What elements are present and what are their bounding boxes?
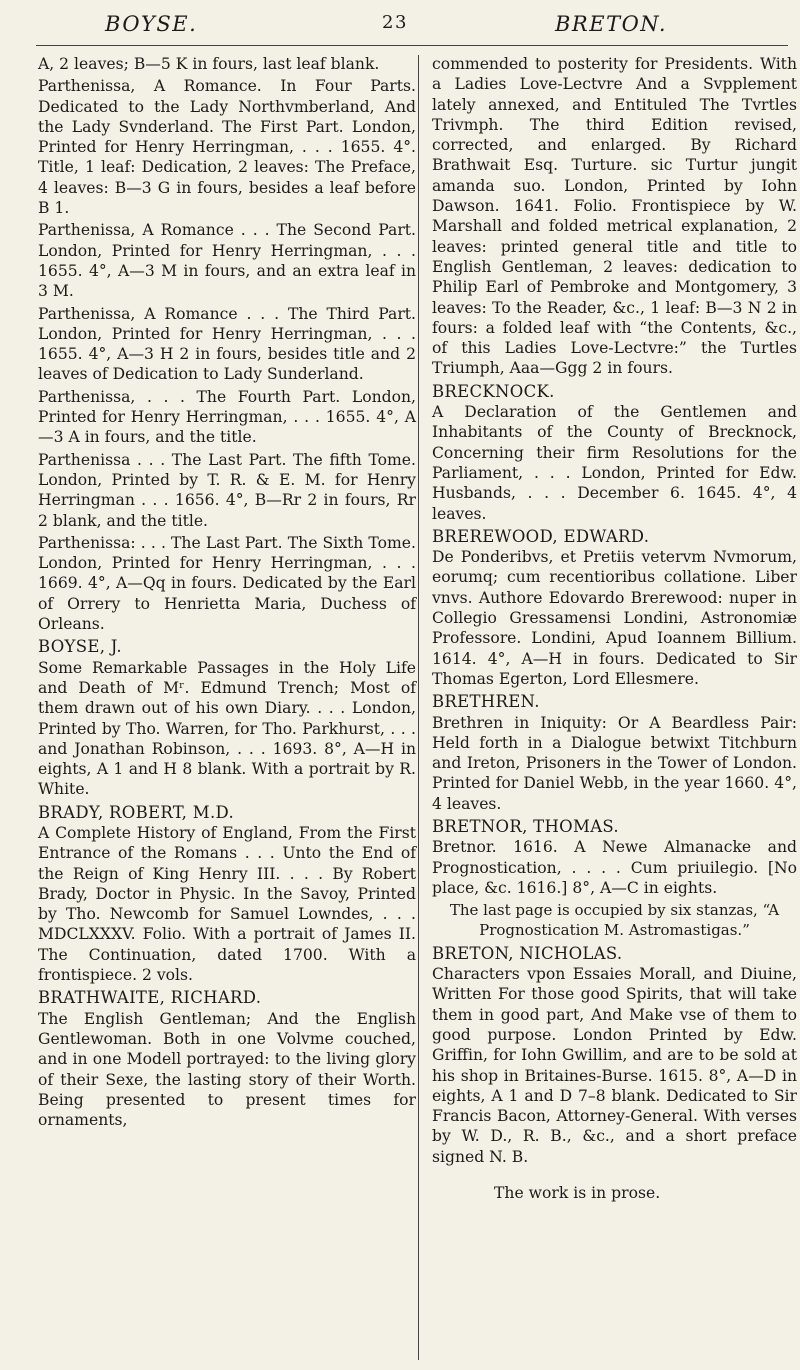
entry-text: Parthenissa, A Romance . . . The Third Part. London, Printed for Henry Herringman, . . . 1655. 4°, A—3 H 2 in fours, besides title and 2 leaves of Dedication to Lady Sunderland. xyxy=(38,304,416,384)
entry-text: Parthenissa, A Romance. In Four Parts. Dedicated to the Lady Northvmberland, And the Lady Svnderland. The First Part. London, Printed for Henry Herringman, . . . 1655. 4°. Title, 1 leaf: Dedication, 2 leaves: The Preface, 4 leaves: B—3 G in fours, besides a leaf before B 1. xyxy=(38,77,416,218)
entry-text: Some Remarkable Passages in the Holy Life and Death of Mʳ. Edmund Trench; Most of them drawn out of his own Diary. . . . London, Printed by Tho. Warren, for Tho. Parkhurst, . . . and Jonathan Robinson, . . . 1693. 8°, A—H in eights, A 1 and H 8 blank. With a portrait by R. White. xyxy=(38,658,416,799)
entry-heading: BRATHWAITE, RICHARD. xyxy=(38,988,262,1008)
entry-text: commended to posterity for Presidents. With a Ladies Love-Lectvre And a Svpplement lately annexed, and Entituled The Tvrtles Trivmph. The third Edition revised, corrected, and enlarged. By Richard Brathwait Esq. Turture. sic Turtur jungit amanda suo. London, Printed by Iohn Dawson. 1641. Folio. Frontispiece by W. Marshall and folded metrical explanation, 2 leaves: printed general title and title to English Gentleman, 2 leaves: dedication to Philip Earl of Pembroke and Montgomery, 3 leaves: To the Reader, &c., 1 leaf: B—3 N 2 in fours: a folded leaf with “the Contents, &c., of this Ladies Love-Lectvre:” the Turtles Triumph, Aaa—Ggg 2 in fours. xyxy=(432,55,797,378)
entry-heading: BREREWOOD, EDWARD. xyxy=(432,526,650,546)
entry-text: Parthenissa, A Romance . . . The Second Part. London, Printed for Henry Herringman, . . . 1655. 4°, A—3 M in fours, and an extra leaf in 3 M. xyxy=(38,221,416,301)
column-divider xyxy=(418,55,419,1360)
entry-text: Characters vpon Essaies Morall, and Diuine, Written For those good Spirits, that will take them in good part, And Make vse of them to good purpose. London Printed by Edw. Griffin, for Iohn Gwillim, and are to be sold at his shop in Britaines-Burse. 1615. 8°, A—D in eights, A 1 and D 7–8 blank. Dedicated to Sir Francis Bacon, Attorney-General. With verses by W. D., R. B., &c., and a short preface signed N. B. xyxy=(432,965,797,1166)
entry-text: Parthenissa, . . . The Fourth Part. London, Printed for Henry Herringman, . . . 1655. 4°, A—3 A in fours, and the title. xyxy=(38,387,416,447)
entry-heading: BOYSE, J. xyxy=(38,637,122,657)
entry-heading: BRECKNOCK. xyxy=(432,381,555,401)
page-number: 23 xyxy=(382,12,408,33)
entry-text: De Ponderibvs, et Pretiis vetervm Nvmorum, eorumq; cum recentioribus collatione. Liber vnvs. Authore Edovardo Brerewood: nuper in Collegio Gressamensi Londini, Astronomiæ Professore. Londini, Apud Ioannem Billium. 1614. 4°, A—H in fours. Dedicated to Sir Thomas Egerton, Lord Ellesmere. xyxy=(432,548,797,688)
entry-text: Parthenissa . . . The Last Part. The fifth Tome. London, Printed by T. R. & E. M. for Henry Herringman . . . 1656. 4°, B—Rr 2 in fours, Rr 2 blank, and the title. xyxy=(38,450,416,530)
entry-text: A, 2 leaves; B—5 K in fours, last leaf blank. xyxy=(38,55,380,73)
running-head-left: BOYSE. xyxy=(105,12,198,36)
entry-text: Parthenissa: . . . The Last Part. The Sixth Tome. London, Printed for Henry Herringman, . . . 1669. 4°, A—Qq in fours. Dedicated by the Earl of Orrery to Henrietta Maria, Duchess of Orleans. xyxy=(38,533,416,634)
right-column xyxy=(432,54,797,1219)
entry-text: The English Gentleman; And the English Gentlewoman. Both in one Volvme couched, and in one Modell portrayed: to the living glory of their Sexe, the lasting story of their Worth. Being presented to present times for ornaments, xyxy=(38,1009,416,1130)
left-column xyxy=(38,54,416,1132)
entry-text: Bretnor. 1616. A Newe Almanacke and Prognostication, . . . . Cum priuilegio. [No place, &c. 1616.] 8°, A—C in eights. xyxy=(432,838,797,897)
page-header xyxy=(0,0,800,44)
entry-heading: BRETNOR, THOMAS. xyxy=(432,816,619,836)
entry-text: The last page is occupied by six stanzas, “A Prognostication M. Astromastigas.” xyxy=(449,901,780,940)
entry-text: Brethren in Iniquity: Or A Beardless Pair: Held forth in a Dialogue betwixt Titchburn and Ireton, Prisoners in the Tower of London. Printed for Daniel Webb, in the year 1660. 4°, 4 leaves. xyxy=(432,713,797,813)
entry-heading: BRETHREN. xyxy=(432,692,540,712)
entry-heading: BRADY, ROBERT, M.D. xyxy=(38,802,234,822)
entry-text: A Complete History of England, From the First Entrance of the Romans . . . Unto the End of the Reign of King Henry III. . . . By Robert Brady, Doctor in Physic. In the Savoy, Printed by Tho. Newcomb for Samuel Lowndes, . . . MDCLXXXV. Folio. With a portrait of James II. The Continuation, dated 1700. With a frontispiece. 2 vols. xyxy=(38,823,416,985)
header-rule xyxy=(36,45,788,46)
entry-text: A Declaration of the Gentlemen and Inhabitants of the County of Brecknock, Concerning their firm Resolutions for the Parliament, . . . London, Printed for Edw. Husbands, . . . December 6. 1645. 4°, 4 leaves. xyxy=(432,403,797,523)
running-head-right: BRETON. xyxy=(555,12,668,36)
entry-text: The work is in prose. xyxy=(494,1183,661,1202)
entry-heading: BRETON, NICHOLAS. xyxy=(432,943,623,963)
